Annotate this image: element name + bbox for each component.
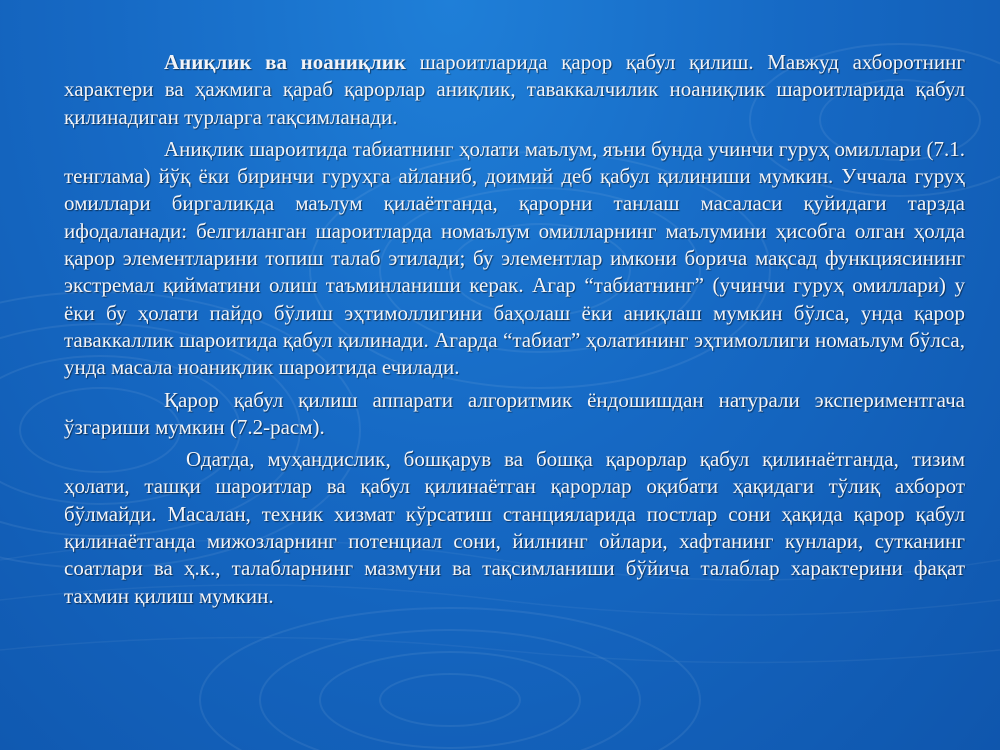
slide-body-text xyxy=(64,49,965,615)
paragraph-lead-term: Аниқлик ва ноаниқлик xyxy=(164,50,406,74)
paragraph-certainty-uncertainty xyxy=(64,49,965,131)
paragraph-incomplete-information: Одатда, муҳандислик, бошқарув ва бошқа қарорлар қабул қилинаётганда, тизим ҳолати, ташқи шароитлар ва қабул қилинаётган қарорлар оқибати ҳақидаги тўлиқ ахборот бўлмайди. Масалан, техник хизмат кўрсатиш станцияларида постлар сони ҳақида қарор қабул қилинаётганда мижозларнинг потенциал сони, йилнинг ойлари, хафтанинг кунлари, сутканинг соатлари ва ҳ.к., талабларнинг мазмуни ва тақсимланиши бўйича талаблар характерини фақат тахмин қилиш мумкин. xyxy=(64,447,965,608)
paragraph-certainty-conditions: Аниқлик шароитида табиатнинг ҳолати маълум, яъни бунда учинчи гуруҳ омиллари (7.1. тенглама) йўқ ёки биринчи гуруҳга айланиб, доимий деб қабул қилиниши мумкин. Уччала гуруҳ омиллари биргаликда маълум қилаётганда, қарорни танлаш масаласи қуйидаги тарзда ифодаланади: белгиланган шароитларда номаълум омилларнинг маълумини ҳисобга олган ҳолда қарор элементларини топиш талаб этилади; бу элементлар имкони борича мақсад функциясининг экстремал қийматини олиш таъминланиши керак. Агар “табиатнинг” (учинчи гуруҳ омиллари) у ёки бу ҳолати пайдо бўлиш эҳтимоллигини баҳолаш ёки аниқлаш мумкин бўлса, унда қарор таваккаллик шароитида қабул қилинади. Агарда “табиат” ҳолатининг эҳтимоллиги номаълум бўлса, унда масала ноаниқлик шароитида ечилади. xyxy=(64,136,965,380)
paragraph-decision-apparatus: Қарор қабул қилиш аппарати алгоритмик ёндошишдан натурали экспериментгача ўзгариши мумкин (7.2-расм). xyxy=(64,387,965,439)
paragraph-text: шароитларида қарор қабул қилиш. Мавжуд ахборотнинг характери ва ҳажмига қараб қарорлар аниқлик, таваккалчилик ноаниқлик шароитларида қабул қилинадиган турларга тақсимланади. xyxy=(64,50,966,129)
